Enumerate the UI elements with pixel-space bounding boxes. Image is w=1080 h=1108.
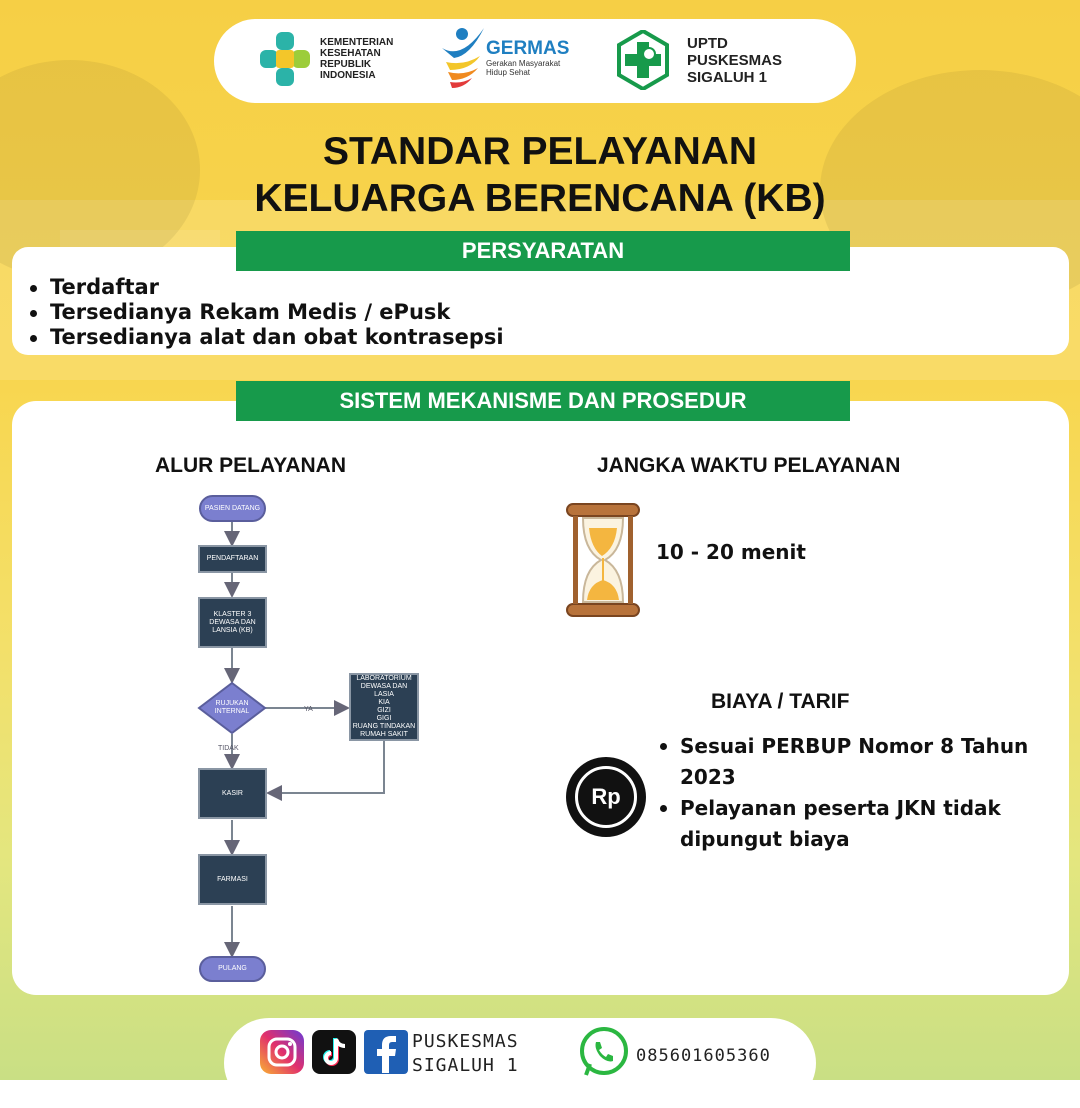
footer-name-line: PUSKESMAS	[412, 1031, 519, 1052]
fee-item: Sesuai PERBUP Nomor 8 Tahun 2023	[656, 731, 1066, 793]
flow-no-label: TIDAK	[218, 745, 239, 752]
flow-pharmacy-node: FARMASI	[198, 854, 267, 905]
flow-lab-line: GIZI	[377, 707, 391, 714]
footer-phone[interactable]: 085601605360	[636, 1046, 771, 1066]
flow-cashier-node: KASIR	[198, 768, 267, 819]
fee-item: Pelayanan peserta JKN tidak dipungut biaya	[656, 793, 1066, 855]
hourglass-icon	[565, 502, 641, 618]
kemenkes-line: INDONESIA	[320, 70, 376, 81]
rupiah-icon	[566, 757, 646, 837]
footer-name-line: SIGALUH 1	[412, 1055, 519, 1076]
requirement-item: Tersedianya alat dan obat kontrasepsi	[28, 325, 504, 350]
flow-start-node: PASIEN DATANG	[199, 495, 266, 522]
flow-lab-line: LABORATORIUM	[356, 675, 412, 682]
puskesmas-line: SIGALUH 1	[687, 68, 768, 86]
germas-tagline: Hidup Sehat	[486, 68, 531, 77]
requirements-heading: PERSYARATAN	[236, 231, 850, 271]
flow-heading: ALUR PELAYANAN	[155, 454, 346, 477]
tiktok-icon[interactable]	[311, 1029, 357, 1075]
duration-value: 10 - 20 menit	[656, 540, 806, 564]
flow-cluster-node: KLASTER 3 DEWASA DAN LANSIA (KB)	[198, 597, 267, 648]
flow-end-node: PULANG	[199, 956, 266, 982]
flow-yes-label: YA	[304, 706, 313, 713]
flow-lab-node	[349, 673, 419, 741]
flow-registration-node: PENDAFTARAN	[198, 545, 267, 573]
duration-heading: JANGKA WAKTU PELAYANAN	[597, 454, 901, 477]
flow-lab-line: RUANG TINDAKAN	[352, 723, 416, 730]
fee-heading: BIAYA / TARIF	[711, 690, 850, 713]
kemenkes-line: REPUBLIK	[320, 59, 372, 70]
germas-name: GERMAS	[486, 38, 570, 59]
flow-lab-line: RUMAH SAKIT	[360, 731, 408, 738]
facebook-icon[interactable]	[363, 1029, 409, 1075]
flow-lab-line: KIA	[378, 699, 390, 706]
requirement-item: Tersedianya Rekam Medis / ePusk	[28, 300, 504, 325]
rupiah-label: Rp	[575, 766, 637, 828]
flow-referral-label: RUJUKAN INTERNAL	[214, 700, 250, 715]
procedure-heading: SISTEM MEKANISME DAN PROSEDUR	[236, 381, 850, 421]
flow-arrow	[270, 741, 384, 793]
kemenkes-line: KEMENTERIAN	[320, 37, 394, 48]
whatsapp-icon[interactable]	[578, 1026, 630, 1078]
puskesmas-line: PUSKESMAS	[687, 51, 783, 69]
puskesmas-line: UPTD	[687, 34, 728, 52]
instagram-icon[interactable]	[259, 1029, 305, 1075]
germas-tagline: Gerakan Masyarakat	[486, 59, 561, 68]
page-title-line1: STANDAR PELAYANAN	[322, 130, 758, 173]
fee-list	[656, 731, 1066, 855]
kemenkes-line: KESEHATAN	[320, 48, 381, 59]
footer-account-name	[412, 1030, 519, 1078]
flow-lab-line: DEWASA DAN LASIA	[360, 683, 408, 698]
flow-lab-line: GIGI	[376, 715, 392, 722]
requirement-item: Terdaftar	[28, 275, 504, 300]
page-title-line2: KELUARGA BERENCANA (KB)	[254, 177, 826, 220]
